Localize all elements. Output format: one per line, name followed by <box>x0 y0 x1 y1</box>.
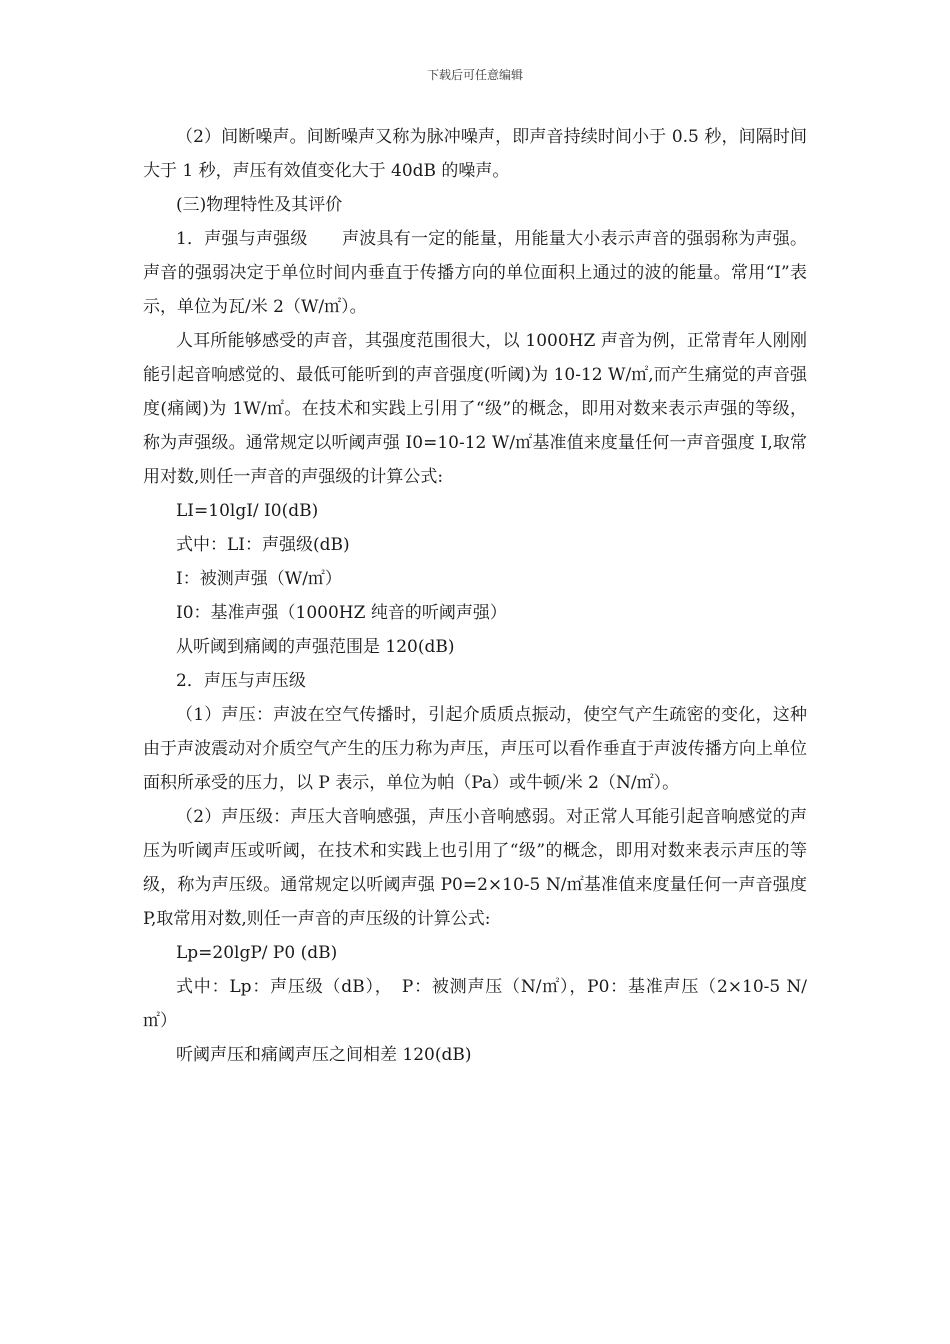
paragraph-sound-intensity: 1．声强与声强级 声波具有一定的能量，用能量大小表示声音的强弱称为声强。声音的强弱决定于单位时间内垂直于传播方向的单位面积上通过的波的能量。常用“I”表示，单位为瓦/米 2（W/㎡）。 <box>143 229 807 317</box>
section-heading-sound-pressure: 2．声压与声压级 <box>176 671 306 691</box>
formula-definition-i0: I0：基准声强（1000HZ 纯音的听阈声强） <box>176 603 507 623</box>
formula-pressure-level: Lp=20lgP/ P0 (dB) <box>176 943 338 963</box>
section-heading-physical-properties: (三)物理特性及其评价 <box>176 195 343 215</box>
formula-intensity-level: LI=10lgI/ I0(dB) <box>176 501 319 521</box>
formula-definition-i: I：被测声强（W/㎡） <box>176 569 342 589</box>
paragraph-intermittent-noise: （2）间断噪声。间断噪声又称为脉冲噪声，即声音持续时间小于 0.5 秒，间隔时间大于 1 秒，声压有效值变化大于 40dB 的噪声。 <box>143 127 807 181</box>
paragraph-sound-pressure: （1）声压：声波在空气传播时，引起介质质点振动，使空气产生疏密的变化，这种由于声波震动对介质空气产生的压力称为声压，声压可以看作垂直于声波传播方向上单位面积所承受的压力，以 P 表示，单位为帕（Pa）或牛顿/米 2（N/㎡）。 <box>143 705 807 793</box>
formula-definitions-pressure: 式中：Lp：声压级（dB）， P：被测声压（N/㎡），P0：基准声压（2×10-5 N/㎡） <box>143 977 807 1031</box>
document-body <box>143 120 807 1072</box>
formula-definition-li: 式中：LI：声强级(dB) <box>176 535 350 555</box>
paragraph-pressure-range: 听阈声压和痛阈声压之间相差 120(dB) <box>176 1045 472 1065</box>
paragraph-intensity-level: 人耳所能够感受的声音，其强度范围很大，以 1000HZ 声音为例，正常青年人刚刚能引起音响感觉的、最低可能听到的声音强度(听阈)为 10-12 W/㎡,而产生痛觉的声音强度(痛阈)为 1W/㎡。在技术和实践上引用了“级”的概念，即用对数来表示声强的等级，称为声强级。通常规定以听阈声强 I0=10-12 W/㎡基准值来度量任何一声音强度 I,取常用对数,则任一声音的声强级的计算公式: <box>143 331 807 487</box>
page-header: 下载后可任意编辑 <box>426 68 523 82</box>
paragraph-intensity-range: 从听阈到痛阈的声强范围是 120(dB) <box>176 637 455 657</box>
paragraph-sound-pressure-level: （2）声压级：声压大音响感强，声压小音响感弱。对正常人耳能引起音响感觉的声压为听阈声压或听阈，在技术和实践上也引用了“级”的概念，即用对数来表示声压的等级，称为声压级。通常规定以听阈声强 P0=2×10-5 N/㎡基准值来度量任何一声音强度 P,取常用对数,则任一声音的声压级的计算公式: <box>143 807 807 929</box>
